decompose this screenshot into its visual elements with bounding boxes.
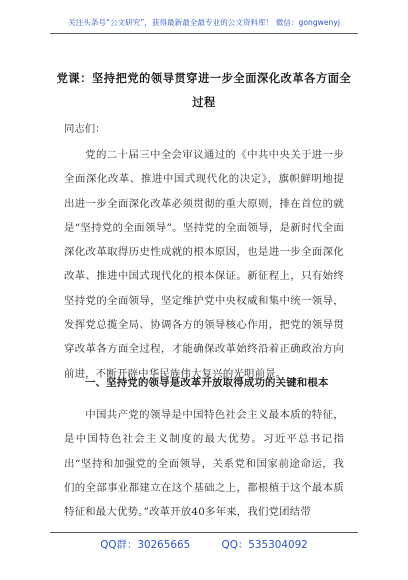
salutation: 同志们： xyxy=(64,123,106,135)
header-divider xyxy=(50,33,358,34)
header-banner: 关注头条号“公文研究”，获得最新最全最专业的公文资料库！ 微信：gongwenyj xyxy=(68,18,340,27)
body-paragraph-1-text: 党的二十届三中全会审议通过的《中共中央关于进一步全面深化改革、推进中国式现代化的决定》，旗帜鲜明地提出进一步全面深化改革必须贯彻的重大原则，排在首位的就是“坚持党的全面领导”。坚持党的全面领导，是新时代全面深化改革取得历史性成就的根本原因，也是进一步全面深化改革、推进中国式现代化的根本保证。新征程上，只有始终坚持党的全面领导，坚定维护党中央权威和集中统一领导，发挥党总揽全局、协调各方的领导核心作用，把党的领导贯穿改革各方面全过程，才能确保改革始终沿着正确政治方向前进，不断开辟中华民族伟大复兴的光明前景。 xyxy=(64,149,344,380)
section-heading-1 xyxy=(64,374,354,389)
body-paragraph-2-text: 中国共产党的领导是中国特色社会主义最本质的特征，是中国特色社会主义制度的最大优势。习近平总书记指出“坚持和加强党的全面领导，关系党和国家前途命运，我们的全部事业都建立在这个基础之上，都根植于这个最本质特征和最大优势。”改革开放40多年来，我们党团结带 xyxy=(64,409,344,519)
body-paragraph-2 xyxy=(64,403,344,524)
footer xyxy=(0,536,408,551)
body-paragraph-1 xyxy=(64,143,344,386)
footer-qq-group: QQ群：30265665 xyxy=(100,539,191,551)
footer-qq-contact: QQ：535304092 xyxy=(221,539,308,551)
section-heading-1-text: 一、坚持党的领导是改革开放取得成功的关键和根本 xyxy=(85,377,329,389)
document-title: 党课：坚持把党的领导贯穿进一步全面深化改革各方面全过程 xyxy=(56,71,352,109)
footer-divider xyxy=(50,532,358,533)
